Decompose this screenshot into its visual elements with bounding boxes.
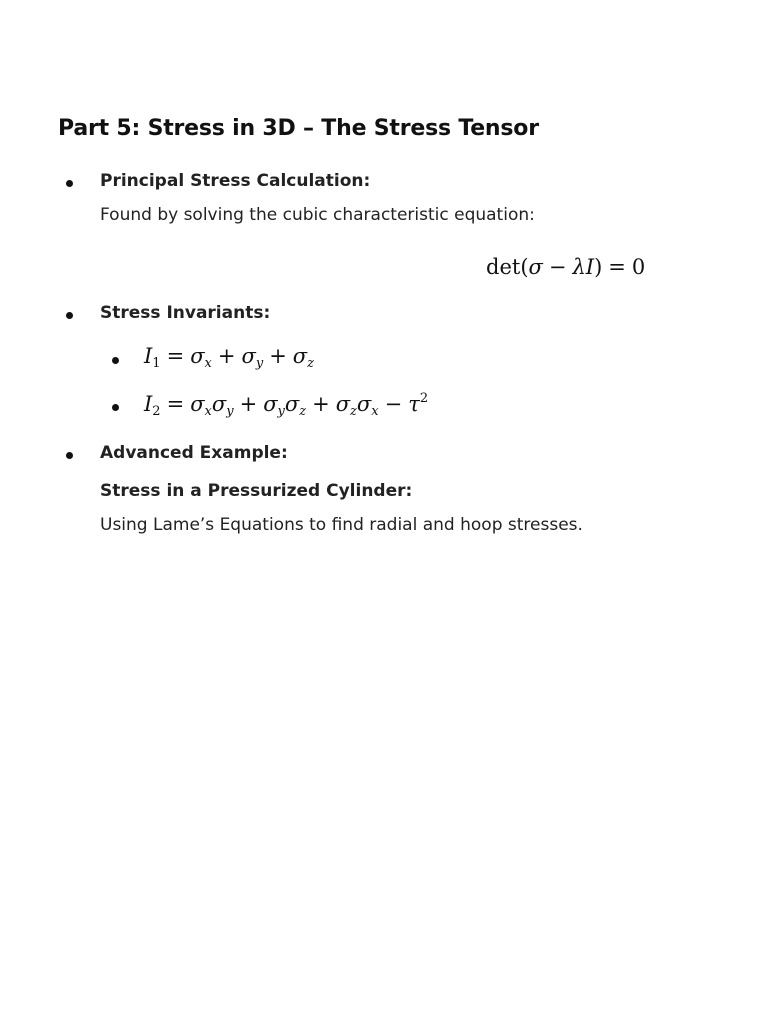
sigma-y: σ (263, 392, 278, 416)
plus: + (269, 344, 287, 368)
minus: − (384, 392, 403, 416)
eq-identity: I (585, 255, 595, 279)
i2-equals: = (166, 392, 185, 416)
i1-equals: = (166, 344, 185, 368)
eq-zero: 0 (631, 255, 646, 279)
sub-x: x (204, 404, 212, 419)
eq-det: det (486, 255, 521, 279)
sigma-x: σ (190, 344, 205, 368)
section-heading: Part 5: Stress in 3D – The Stress Tensor (58, 116, 539, 141)
i2-symbol: I (144, 392, 153, 416)
sub-x: x (204, 356, 212, 371)
sigma-z: σ (335, 392, 351, 416)
sub-y: y (226, 404, 234, 419)
sub-z: z (307, 356, 314, 371)
bullet-advanced (66, 452, 73, 459)
sigma-x: σ (356, 392, 372, 416)
sigma-y: σ (241, 344, 256, 368)
eq-equals: = (608, 255, 626, 279)
bullet-i2 (112, 404, 119, 411)
i1-symbol: I (144, 344, 153, 368)
sigma-y: σ (211, 392, 227, 416)
i2-subscript: 2 (152, 404, 161, 419)
sub-y: y (277, 404, 285, 419)
eq-minus: − (548, 255, 567, 279)
bullet-invariants (66, 312, 73, 319)
sub-x: x (371, 404, 379, 419)
sub-z: z (299, 404, 307, 419)
sigma-x: σ (190, 392, 205, 416)
i1-subscript: 1 (152, 356, 161, 371)
sub-z: z (350, 404, 357, 419)
eq-open-paren: ( (520, 255, 529, 279)
tau-exponent: 2 (419, 391, 429, 406)
tau: τ (408, 392, 420, 416)
principal-stress-label: Principal Stress Calculation: (100, 171, 371, 191)
invariant-i1-equation (144, 344, 314, 371)
sigma-z: σ (292, 344, 308, 368)
pressurized-cylinder-label: Stress in a Pressurized Cylinder: (100, 481, 413, 501)
lame-equations-text: Using Lame’s Equations to find radial and hoop stresses. (100, 515, 583, 535)
plus: + (217, 344, 236, 368)
stress-invariants-label: Stress Invariants: (100, 303, 271, 323)
advanced-example-label: Advanced Example: (100, 443, 288, 463)
eq-sigma: σ (528, 255, 543, 279)
plus: + (239, 392, 258, 416)
characteristic-equation (486, 255, 645, 279)
sub-y: y (255, 356, 264, 371)
sigma-z: σ (284, 392, 300, 416)
eq-lambda: λ (572, 255, 586, 279)
bullet-principal (66, 180, 73, 187)
bullet-i1 (112, 357, 119, 364)
invariant-i2-equation (144, 391, 428, 419)
principal-stress-text: Found by solving the cubic characteristic equation: (100, 205, 535, 225)
eq-close-paren: ) (594, 255, 603, 279)
plus: + (312, 392, 330, 416)
